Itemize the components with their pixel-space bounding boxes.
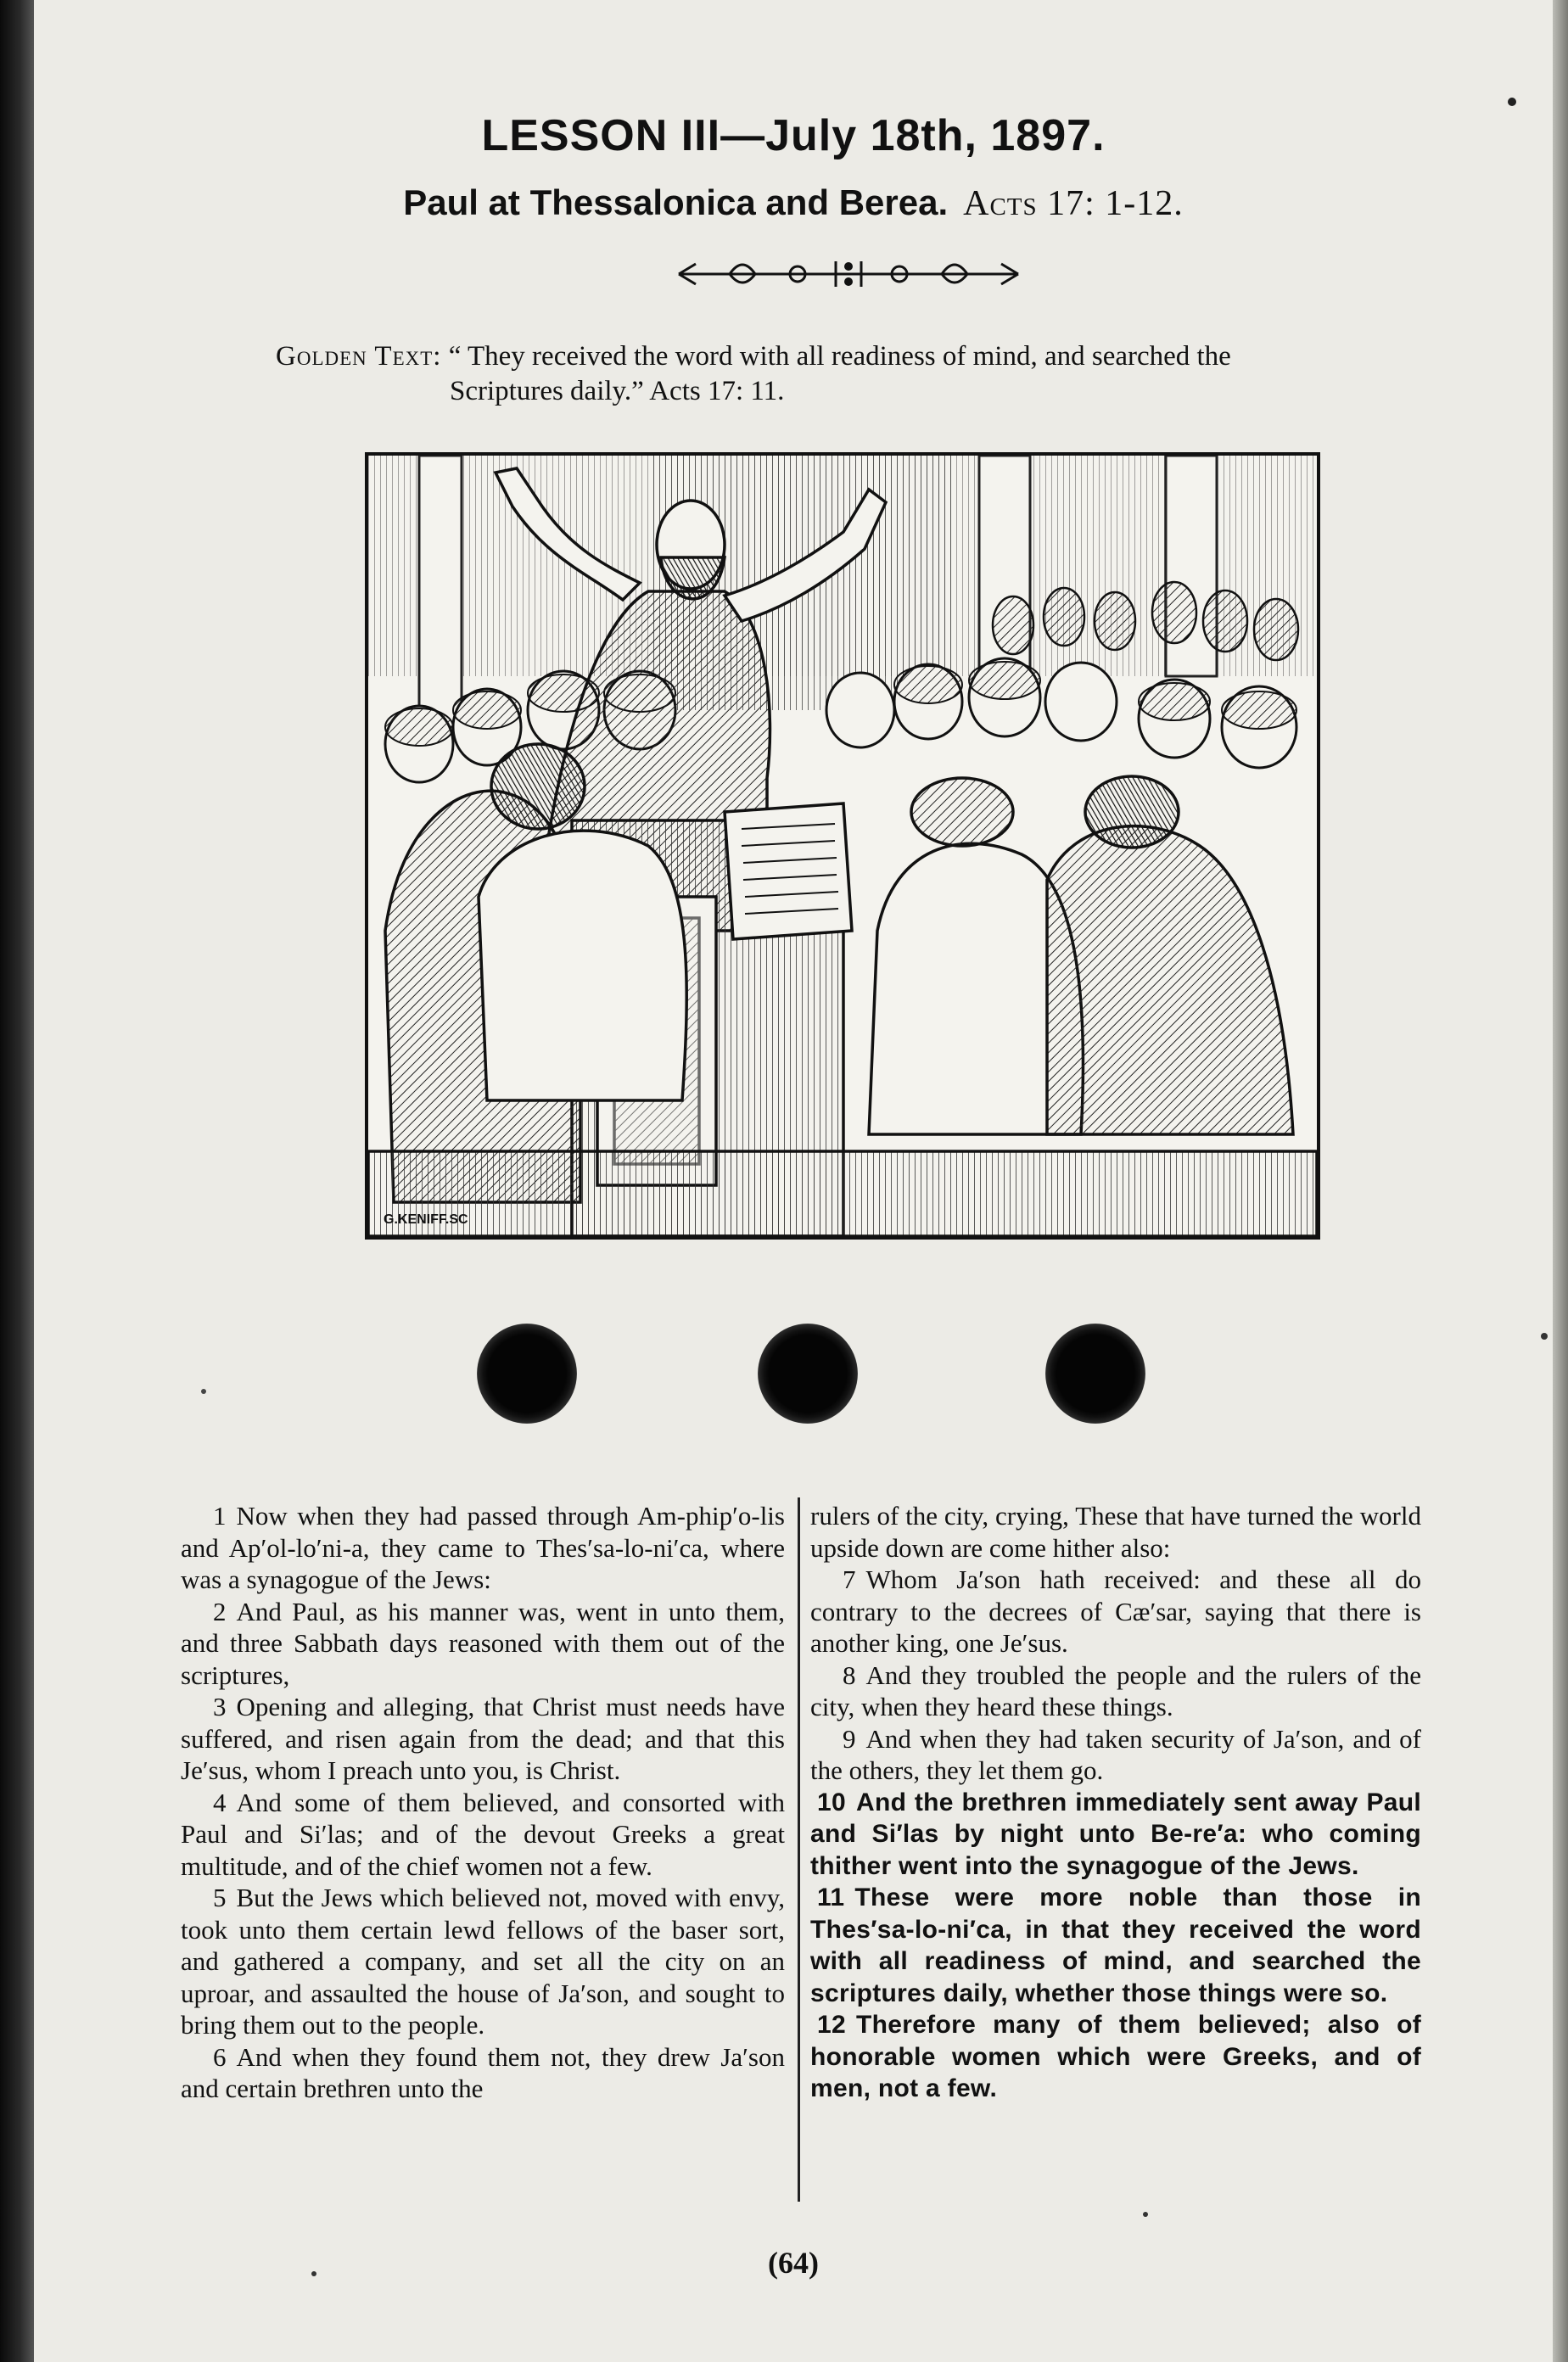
punch-hole (758, 1324, 858, 1424)
verse-text: And when they found them not, they drew Ja′son and certain brethren unto the (181, 2041, 785, 2103)
verse-number: 1 (213, 1501, 227, 1531)
golden-text (276, 339, 1430, 409)
verse (810, 2009, 1421, 2105)
punch-hole (477, 1324, 577, 1424)
verse (810, 1882, 1421, 2009)
verse-number: 2 (213, 1596, 227, 1626)
verse-number: 11 (817, 1883, 845, 1911)
verse-text: Therefore many of them believed; also of honorable women which were Greeks, and of men, not a few. (810, 2011, 1421, 2102)
verse-number: 9 (843, 1723, 856, 1754)
verse-number: 5 (213, 1883, 227, 1912)
scripture-text (34, 1500, 1553, 2221)
verse (181, 2041, 785, 2105)
paul-preaching-engraving (368, 456, 1317, 1236)
verse (181, 1882, 785, 2041)
golden-text-line1: “ They received the word with all readiness of mind, and searched the (448, 341, 1231, 372)
verse (181, 1596, 785, 1692)
verse-text: Whom Ja′son hath received: and these all do contrary to the decrees of Cæ′sar, saying that there is another king, one Je′sus. (810, 1564, 1421, 1658)
engraver-signature: G.KENIFF.SC (384, 1212, 468, 1227)
verse (181, 1500, 785, 1596)
page-right-edge (1553, 0, 1568, 2362)
lesson-subtitle (34, 182, 1553, 224)
verse (181, 1691, 785, 1787)
verse (181, 1787, 785, 1883)
subtitle-text: Paul at Thessalonica and Berea. (403, 182, 949, 222)
punch-hole (1045, 1324, 1145, 1424)
verse (810, 1564, 1421, 1660)
scripture-reference: Acts 17: 1-12. (963, 184, 1184, 223)
verse-number: 7 (843, 1564, 856, 1594)
verse-text: Now when they had passed through Am-phip′o-lis and Ap′ol-lo′ni-a, they came to Thes′sa-lo-ni′ca, where was a synagogue of the Jews: (181, 1501, 785, 1594)
page-number: (64) (768, 2246, 819, 2280)
verse-text: And when they had taken security of Ja′son, and of the others, they let them go. (810, 1723, 1421, 1785)
verse-number: 8 (843, 1660, 856, 1690)
verse (810, 1723, 1421, 1787)
verse-number: 4 (213, 1787, 227, 1817)
decorative-ornament (670, 255, 1027, 294)
verse-number: 12 (817, 2011, 846, 2039)
verse-text: Opening and alleging, that Christ must needs have suffered, and risen again from the dead; and that this Je′sus, whom I preach unto you, is Christ. (181, 1692, 785, 1785)
binder-holes (34, 1324, 1553, 1425)
verse-text: And Paul, as his manner was, went in unto them, and three Sabbath days reasoned with them out of the scriptures, (181, 1596, 785, 1690)
verse-number: 6 (213, 2041, 227, 2072)
engraving-illustration (365, 452, 1320, 1240)
verse-text: And some of them believed, and consorted with Paul and Si′las; and of the devout Greeks a great multitude, and of the chief women not a few. (181, 1787, 785, 1881)
verse-text: But the Jews which believed not, moved with envy, took unto them certain lewd fellows of the baser sort, and gathered a company, and set all the city on an uproar, and assaulted the house of Ja′son, and sought to bring them out to the people. (181, 1883, 785, 2040)
golden-text-line2: Scriptures daily.” Acts 17: 11. (450, 376, 785, 406)
right-column (810, 1500, 1421, 2105)
lesson-title: LESSON III—July 18th, 1897. (481, 111, 1106, 160)
verse (810, 1787, 1421, 1883)
verse-text: And the brethren immediately sent away Paul and Si′las by night unto Be-re′a: who coming thither went into the synagogue of the Jews. (810, 1788, 1421, 1880)
document-page (34, 0, 1553, 2362)
page-binding-edge (0, 0, 34, 2362)
golden-text-label: Golden Text: (276, 341, 442, 372)
verse-number: 3 (213, 1692, 227, 1721)
verse-text: And they troubled the people and the rulers of the city, when they heard these things. (810, 1660, 1421, 1721)
verse-number: 10 (817, 1788, 846, 1816)
left-column (181, 1500, 785, 2105)
verse-text: These were more noble than those in Thes′sa-lo-ni′ca, in that they received the word with all readiness of mind, and searched the scriptures daily, whether those things were so. (810, 1883, 1421, 2007)
verse (810, 1660, 1421, 1723)
verse-continuation: rulers of the city, crying, These that have turned the world upside down are come hither also: (810, 1501, 1421, 1563)
